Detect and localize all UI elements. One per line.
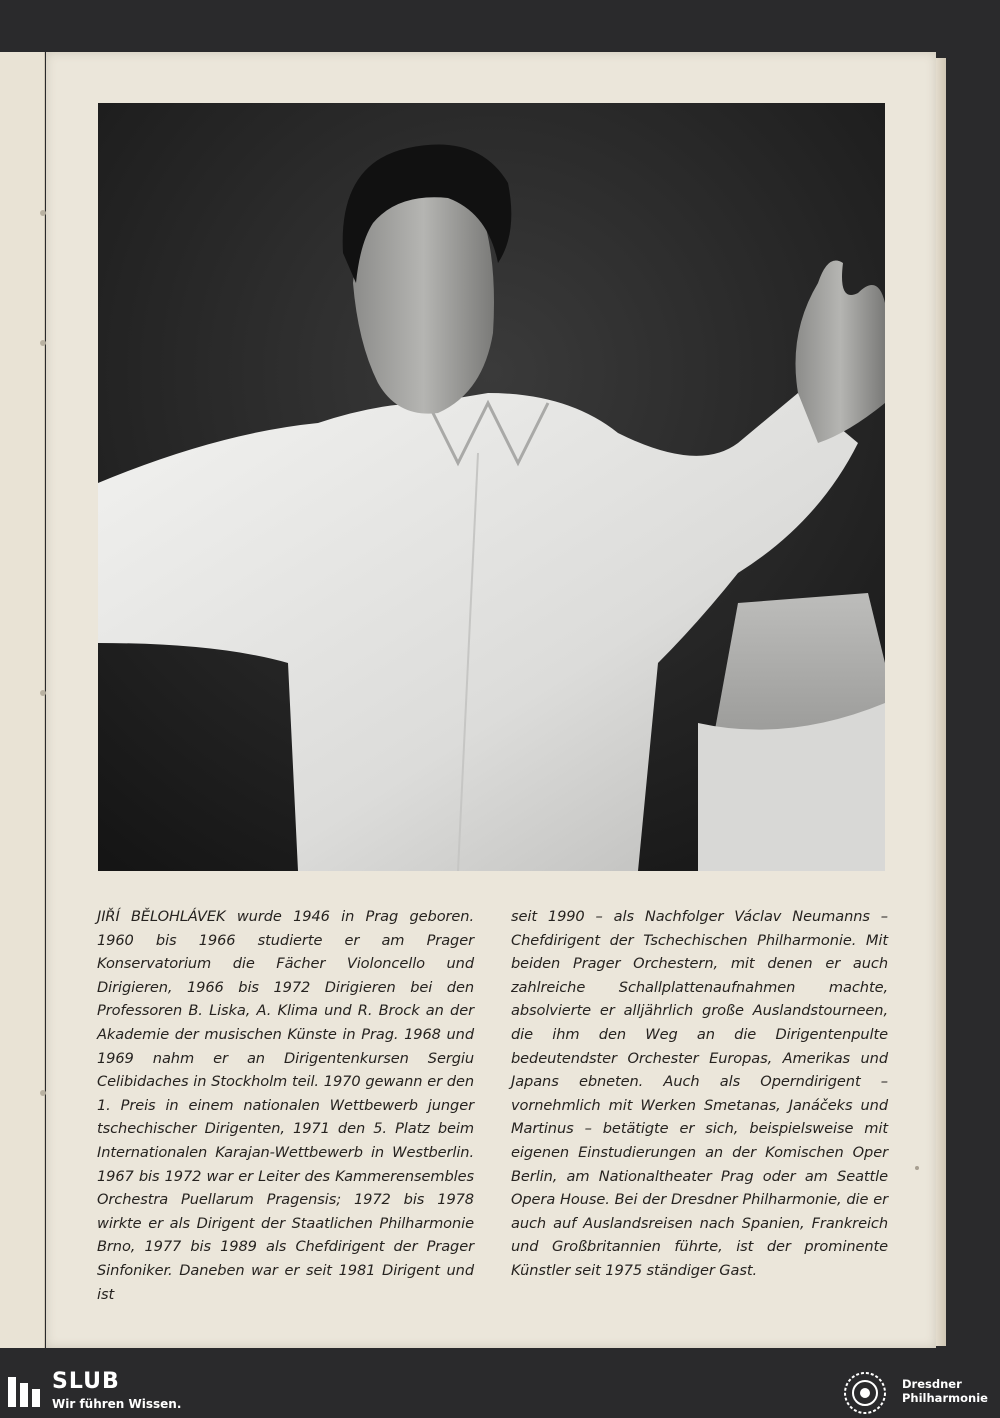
conductor-photo bbox=[98, 103, 885, 871]
biography-right-column: seit 1990 – als Nachfolger Václav Neumanns – Chefdirigent der Tschechischen Philharmonie. Mit beiden Prager Orchestern, mit denen er auch zahlreiche Schallplattenaufnahmen machte, absolvierte er alljährlich große Auslandstourneen, die ihm den Weg an die Dirigentenpulte bedeutendster Orchester Europas, Amerikas und Japans ebneten. Auch als Operndirigent – vornehmlich mit Werken Smetanas, Janáčeks und Martinus – betätigte er sich, beispielsweise mit eigenen Einstudierungen an der Komischen Oper Berlin, am Nationaltheater Prag oder am Seattle Opera House. Bei der Dresdner Philharmonie, die er auch auf Auslandsreisen nach Spanien, Frankreich und Großbritannien führte, ist der prominente Künstler seit 1975 ständiger Gast. bbox=[511, 908, 888, 1279]
dresdner-philharmonie-name bbox=[902, 1377, 988, 1405]
left-page-edge bbox=[0, 52, 45, 1348]
footer-bar bbox=[0, 1365, 1000, 1418]
slub-tagline: Wir führen Wissen. bbox=[52, 1397, 182, 1411]
biography-left-column: JIŘÍ BĚLOHLÁVEK wurde 1946 in Prag geboren. 1960 bis 1966 studierte er am Prager Konservatorium die Fächer Violoncello und Dirigieren, 1966 bis 1972 Dirigieren bei den Professoren B. Liska, A. Klima und R. Brock an der Akademie der musischen Künste in Prag. 1968 und 1969 nahm er an Dirigentenkursen Sergiu Celibidaches in Stockholm teil. 1970 gewann er den 1. Preis in einem nationalen Wettbewerb junger tschechischer Dirigenten, 1971 den 5. Platz beim Internationalen Karajan-Wettbewerb in Westberlin. 1967 bis 1972 war er Leiter des Kammerensembles Orchestra Puellarum Pragensis; 1972 bis 1978 wirkte er als Dirigent der Staatlichen Philharmonie Brno, 1977 bis 1989 als Chefdirigent der Prager Sinfoniker. Daneben war er seit 1981 Dirigent und ist bbox=[97, 908, 474, 1303]
dresdner-philharmonie-logo-icon bbox=[843, 1371, 887, 1415]
slub-logo-icon bbox=[8, 1377, 40, 1407]
slub-name: SLUB bbox=[52, 1369, 120, 1394]
dp-line2: Philharmonie bbox=[902, 1391, 988, 1405]
conductor-photo-illustration bbox=[98, 103, 885, 871]
page-edge bbox=[936, 58, 946, 1346]
dp-line1: Dresdner bbox=[902, 1377, 962, 1391]
page-mark bbox=[915, 1166, 919, 1170]
